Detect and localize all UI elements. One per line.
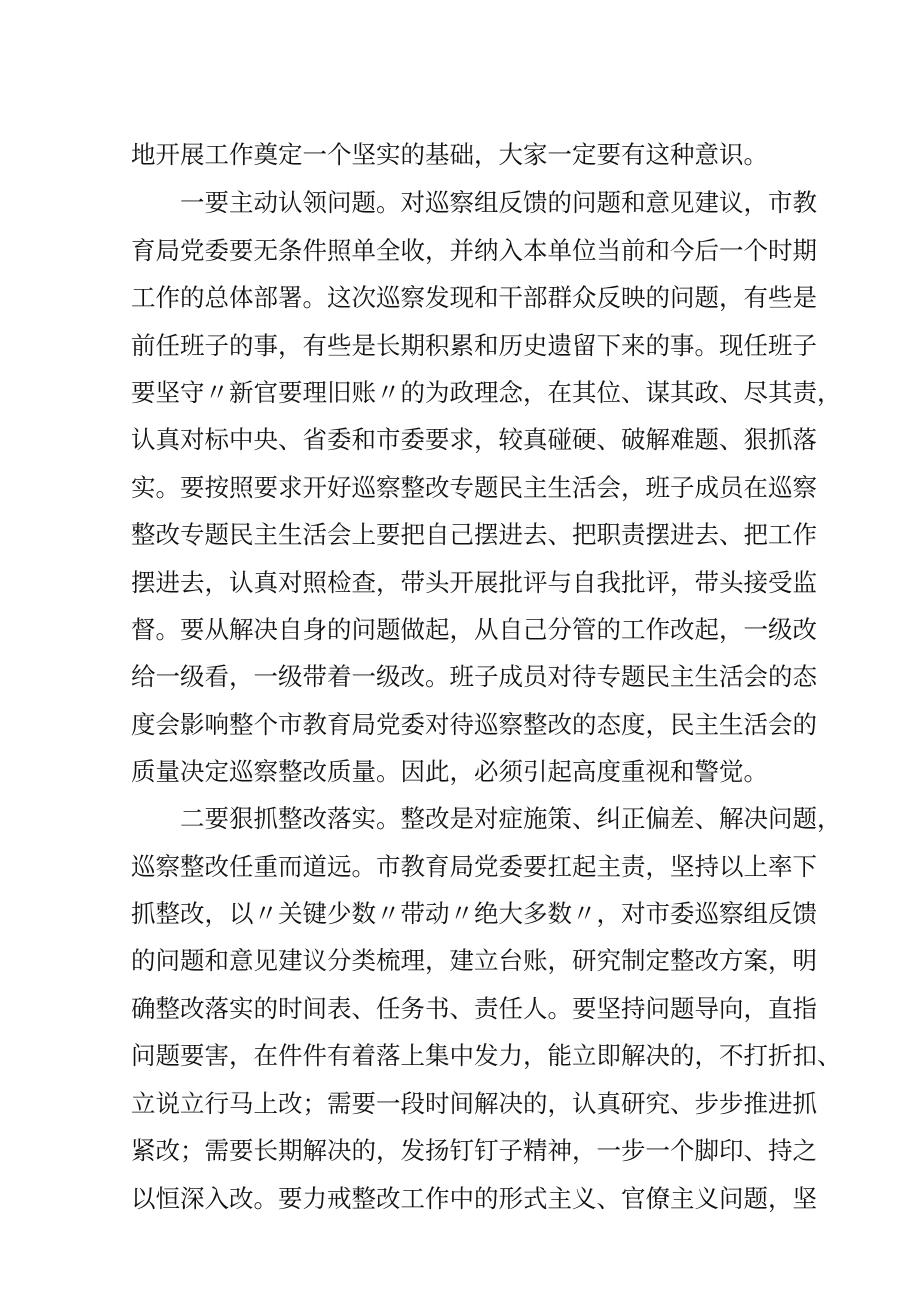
- text-line: 认真对标中央、省委和市委要求，较真碰硬、破解难题、狠抓落: [131, 425, 817, 454]
- text-line: 问题要害，在件件有着落上集中发力，能立即解决的，不打折扣、: [131, 1041, 842, 1070]
- text-line: 督。要从解决自身的问题做起，从自己分管的工作改起，一级改: [131, 615, 817, 644]
- text-line: 巡察整改任重而道远。市教育局党委要扛起主责，坚持以上率下: [131, 852, 817, 881]
- text-line: 育局党委要无条件照单全收，并纳入本单位当前和今后一个时期: [131, 236, 817, 265]
- text-line: 摆进去，认真对照检查，带头开展批评与自我批评，带头接受监: [131, 568, 817, 597]
- text-line: 紧改；需要长期解决的，发扬钉钉子精神，一步一个脚印、持之: [131, 1136, 817, 1165]
- text-line: 抓整改，以〃关键少数〃带动〃绝大多数〃，对市委巡察组反馈: [131, 899, 817, 928]
- paragraph-first-line: 一要主动认领问题。对巡察组反馈的问题和意见建议，市教: [180, 188, 817, 217]
- text-line: 的问题和意见建议分类梳理，建立台账，研究制定整改方案，明: [131, 946, 817, 975]
- text-line: 前任班子的事，有些是长期积累和历史遗留下来的事。现任班子: [131, 331, 817, 360]
- paragraph-first-line: 二要狠抓整改落实。整改是对症施策、纠正偏差、解决问题，: [180, 804, 842, 833]
- text-line: 地开展工作奠定一个坚实的基础，大家一定要有这种意识。: [131, 140, 768, 169]
- text-line: 质量决定巡察整改质量。因此，必须引起高度重视和警觉。: [131, 757, 768, 786]
- text-line: 要坚守〃新官要理旧账〃的为政理念，在其位、谋其政、尽其责，: [131, 378, 842, 407]
- text-line: 立说立行马上改；需要一段时间解决的，认真研究、步步推进抓: [131, 1089, 817, 1118]
- text-line: 给一级看，一级带着一级改。班子成员对待专题民主生活会的态: [131, 662, 817, 691]
- text-line: 整改专题民主生活会上要把自己摆进去、把职责摆进去、把工作: [131, 520, 817, 549]
- text-line: 度会影响整个市教育局党委对待巡察整改的态度，民主生活会的: [131, 710, 817, 739]
- text-line: 确整改落实的时间表、任务书、责任人。要坚持问题导向，直指: [131, 994, 817, 1023]
- text-line: 工作的总体部署。这次巡察发现和干部群众反映的问题，有些是: [131, 283, 817, 312]
- text-line: 实。要按照要求开好巡察整改专题民主生活会，班子成员在巡察: [131, 473, 817, 502]
- text-line: 以恒深入改。要力戒整改工作中的形式主义、官僚主义问题，坚: [131, 1184, 817, 1213]
